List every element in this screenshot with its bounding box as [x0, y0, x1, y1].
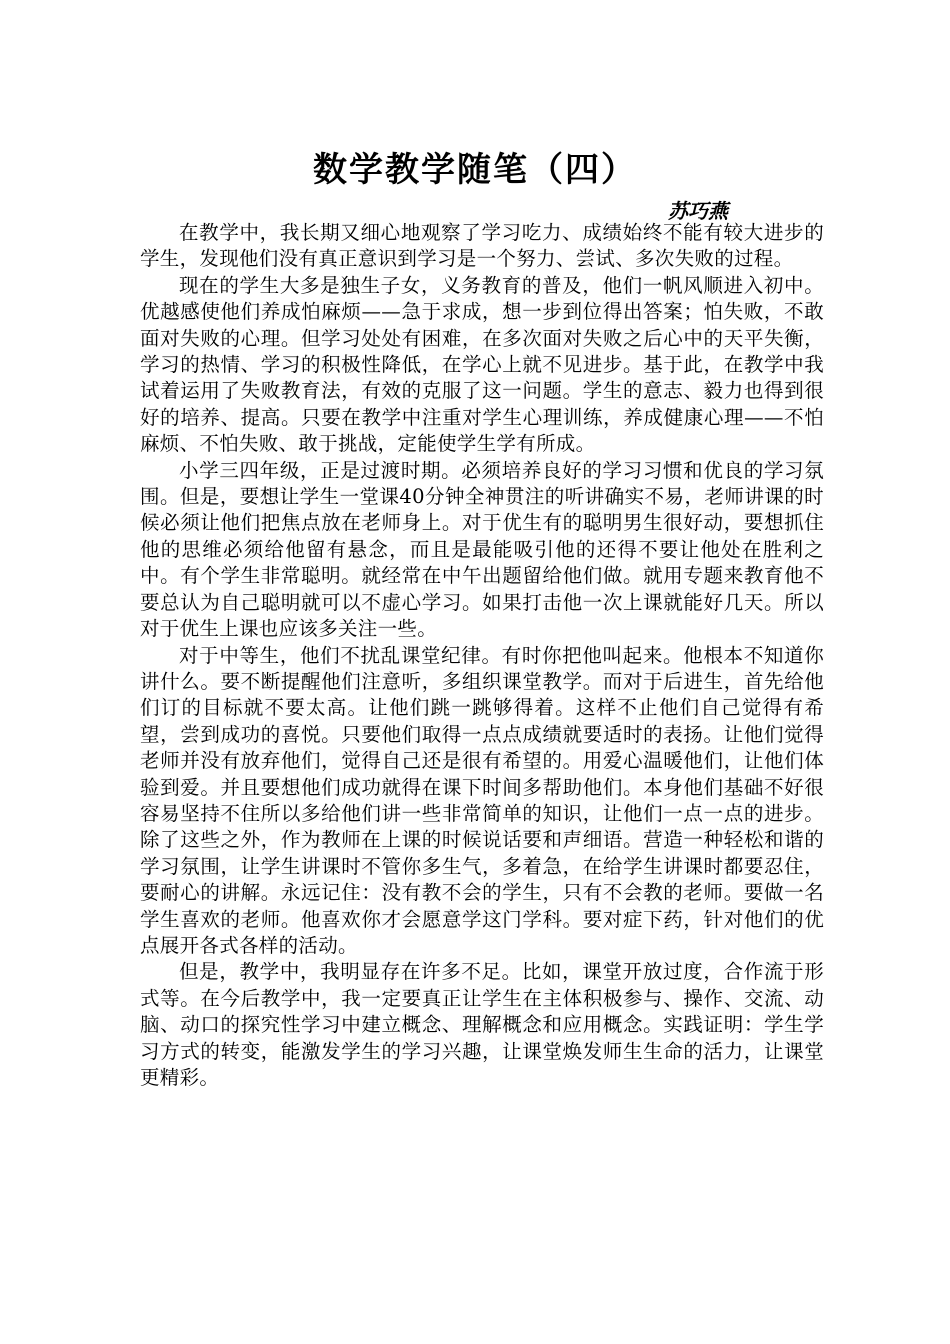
paragraph: 现在的学生大多是独生子女，义务教育的普及，他们一帆风顺进入初中。优越感使他们养成怕麻烦——急于求成，想一步到位得出答案；怕失败，不敢面对失败的心理。但学习处处有困难，在多次面对失败之后心中的天平失衡，学习的热情、学习的积极性降低，在学心上就不见进步。基于此，在教学中我试着运用了失败教育法，有效的克服了这一问题。学生的意志、毅力也得到很好的培养、提高。只要在教学中注重对学生心理训练，养成健康心理——不怕麻烦、不怕失败、敢于挑战，定能使学生学有所成。 — [140, 273, 824, 456]
document-body — [140, 220, 824, 1091]
paragraph: 小学三四年级，正是过渡时期。必须培养良好的学习习惯和优良的学习氛围。但是，要想让学生一堂课40分钟全神贯注的听讲确实不易，老师讲课的时候必须让他们把焦点放在老师身上。对于优生有的聪明男生很好动，要想抓住他的思维必须给他留有悬念，而且是最能吸引他的还得不要让他处在胜利之中。有个学生非常聪明。就经常在中午出题留给他们做。就用专题来教育他不要总认为自己聪明就可以不虚心学习。如果打击他一次上课就能好几天。所以对于优生上课也应该多关注一些。 — [140, 458, 824, 641]
paragraph: 在教学中，我长期又细心地观察了学习吃力、成绩始终不能有较大进步的学生，发现他们没有真正意识到学习是一个努力、尝试、多次失败的过程。 — [140, 221, 824, 271]
document-title: 数学教学随笔（四） — [313, 150, 637, 190]
paragraph: 但是，教学中，我明显存在许多不足。比如，课堂开放过度，合作流于形式等。在今后教学中，我一定要真正让学生在主体积极参与、操作、交流、动脑、动口的探究性学习中建立概念、理解概念和应用概念。实践证明：学生学习方式的转变，能激发学生的学习兴趣，让课堂焕发师生生命的活力，让课堂更精彩。 — [140, 960, 824, 1089]
paragraph: 对于中等生，他们不扰乱课堂纪律。有时你把他叫起来。他根本不知道你讲什么。要不断提醒他们注意听，多组织课堂教学。而对于后进生，首先给他们订的目标就不要太高。让他们跳一跳够得着。这样不止他们自己觉得有希望，尝到成功的喜悦。只要他们取得一点点成绩就要适时的表扬。让他们觉得老师并没有放弃他们，觉得自己还是很有希望的。用爱心温暖他们，让他们体验到爱。并且要想他们成功就得在课下时间多帮助他们。本身他们基础不好很容易坚持不住所以多给他们讲一些非常简单的知识，让他们一点一点的进步。除了这些之外，作为教师在上课的时候说话要和声细语。营造一种轻松和谐的学习氛围，让学生讲课时不管你多生气，多着急，在给学生讲课时都要忍住，要耐心的讲解。永远记住：没有教不会的学生，只有不会教的老师。要做一名学生喜欢的老师。他喜欢你才会愿意学这门学科。要对症下药，针对他们的优点展开各式各样的活动。 — [140, 643, 824, 957]
author-name: 苏巧燕 — [668, 199, 728, 223]
